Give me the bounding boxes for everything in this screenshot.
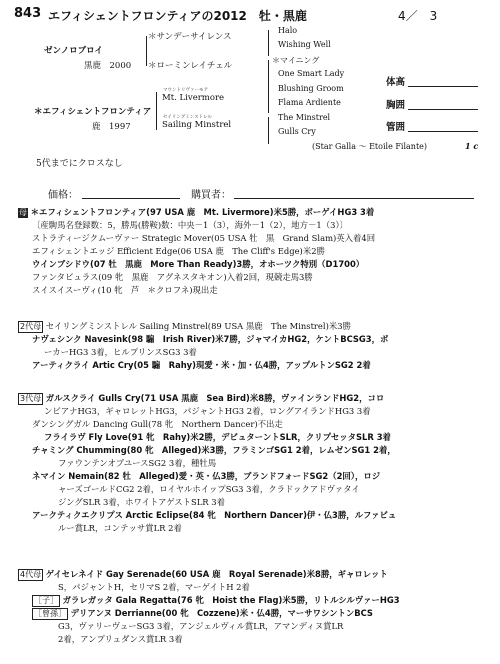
- dam-line-2: ストラティージクムーヴァー Strategic Mover(05 USA 牡 黒 Grand Slam)英入着4回: [32, 233, 376, 243]
- dam-section: [18, 206, 498, 297]
- dam-line-4: ウインブシドウ(07 牡 黒鹿 More Than Ready)3勝，オホーツク特別（D1700）: [32, 259, 365, 269]
- g2-line-3: アーティクライ Artic Cry(05 騸 Rahy)現愛・米・加・仏4勝，アップルトンSG2 2着: [32, 360, 371, 370]
- g4-line-3: デリアンヌ Derrianne(00 牝 Cozzene)米・仏4勝，マーサワシントンBCS: [70, 608, 373, 618]
- g3-line-10: ルー賞LR，コンテッサ賞LR 2着: [58, 523, 182, 533]
- dd-dam: Gulls Cry: [278, 127, 316, 136]
- g3-label: 3代母: [20, 394, 42, 403]
- g4-line-5: 2着，アンプリュダンス賞LR 3着: [58, 634, 183, 644]
- g2-line-1: ナヴェシンク Navesink(98 騸 Irish River)米7勝，ジャマイカHG2，ケントBCSG3，ボ: [32, 334, 389, 344]
- g3-line-6: ネマイン Nemain(82 牡 Alleged)愛・英・仏3勝，ブランドフォードSG2（2回），ロジ: [32, 471, 381, 481]
- pedigree-footnote: (Star Galla ～ Etoile Filante): [312, 142, 428, 151]
- great-grandchild-tag: ［曾孫］: [34, 609, 66, 618]
- chest-label: 胸囲: [386, 100, 406, 111]
- child-tag: ［子］: [34, 596, 58, 605]
- dam-line-1: 〔産駒馬名登録数：5，勝馬(勝鞍)数：中央－1（3），海外－1（2），地方－1（3）〕: [32, 220, 348, 230]
- g4-line-2: ガラレガッタ Gala Regatta(76 牝 Hoist the Flag)米5勝，リトルシルヴァーHG3: [62, 595, 400, 605]
- buyer-label: 購買者：: [191, 190, 231, 201]
- sd-sire: ＊マイニング: [272, 56, 320, 65]
- second-dam-section: [18, 320, 498, 372]
- g3-line-0: ガルスクライ Gulls Cry(71 USA 黒鹿 Sea Bird)米8勝，ヴァインランドHG2，コロ: [45, 393, 385, 403]
- dd-sire: The Minstrel: [278, 113, 331, 122]
- dam-line-6: スイスイスーヴィ(10 牝 芦 ＊クロフネ)現出走: [32, 285, 218, 295]
- sire-sire: ＊サンデーサイレンス: [148, 32, 232, 42]
- sire-name: ゼンノロブロイ: [44, 46, 103, 56]
- fourth-dam-section: [18, 568, 498, 646]
- g3-line-9: アークティクエクリプス Arctic Eclipse(84 牝 Northern Dancer)伊・仏3勝，ルファビュ: [32, 510, 397, 520]
- dam-sire-ruby: マウントリヴァーモア: [163, 88, 208, 93]
- g2-label: 2代母: [20, 322, 42, 331]
- ss-sire: Halo: [278, 26, 298, 35]
- g3-line-7: ャーズゴールドCG2 2着，ロイヤルホイップSG3 3着，クラドックアドヴァタイ: [58, 484, 360, 494]
- g3-line-3: フライラヴ Fly Love(91 牝 Rahy)米2勝，デビュターントSLR，クリプセッタSLR 3着: [44, 432, 391, 442]
- height-label: 体高: [386, 77, 406, 88]
- g3-line-8: ジングSLR 3着，ホワイトアゲストSLR 3着: [58, 497, 225, 507]
- page-title: エフィシェントフロンティアの2012 牡・黒鹿: [48, 9, 307, 23]
- dam-name: ＊エフィシェントフロンティア: [34, 107, 152, 117]
- dam-sire: Mt. Livermore: [162, 93, 225, 103]
- dam-dam-ruby: セイリングミンストレル: [163, 115, 213, 120]
- cross-note: 5代までにクロスなし: [36, 159, 123, 169]
- g4-line-4: G3，ヴァリーヴューSG3 3着，アンジェルヴィル賞LR，アマンディヌ賞LR: [58, 621, 344, 631]
- g3-line-1: ンビアナHG3，ギャロレットHG3，パジャントHG3 2着，ロングアイランドHG3 3着: [44, 406, 371, 416]
- dam-dam: Sailing Minstrel: [162, 120, 232, 130]
- sire-detail: 黒鹿 2000: [84, 61, 132, 71]
- g2-line-2: ーカーHG3 3着，ヒルプリンスSG3 3着: [44, 347, 197, 357]
- third-dam-section: [18, 392, 498, 535]
- g4-label: 4代母: [20, 570, 42, 579]
- catalog-number: 843: [14, 6, 42, 21]
- g4-line-0: ゲイセレネイド Gay Serenade(60 USA 鹿 Royal Serenade)米8勝，ギャロレット: [45, 569, 388, 579]
- ds-dam: Flama Ardiente: [278, 98, 341, 107]
- ds-sire: Blushing Groom: [278, 84, 344, 93]
- cannon-label: 管囲: [386, 122, 406, 133]
- family-tag: 1 c: [465, 141, 479, 151]
- dam-line-0: ＊エフィシェントフロンティア(97 USA 鹿 Mt. Livermore)米5勝，ボーゲイHG3 3着: [30, 207, 375, 217]
- sire-dam: ＊ローミンレイチェル: [148, 61, 233, 71]
- dam-label: 母: [19, 208, 27, 217]
- dam-line-3: エフィシェントエッジ Efficient Edge(06 USA 鹿 The Cliff's Edge)米2勝: [32, 246, 325, 256]
- ss-dam: Wishing Well: [278, 40, 331, 49]
- price-label: 価格：: [48, 190, 78, 201]
- dam-line-5: ファンタビュラス(09 牝 黒鹿 アグネスタキオン)入着2回，現競走馬3勝: [32, 272, 313, 282]
- g2-line-0: セイリングミンストレル Sailing Minstrel(89 USA 黒鹿 The Minstrel)米3勝: [45, 321, 351, 331]
- g3-line-2: ダンシングガル Dancing Gull(78 牝 Northern Dancer)不出走: [32, 419, 283, 429]
- dam-detail: 鹿 1997: [92, 122, 131, 132]
- sd-dam: One Smart Lady: [278, 69, 345, 78]
- birth-date: 4／ 3: [398, 9, 438, 23]
- g3-line-4: チャミング Chumming(80 牝 Alleged)米3勝，フラミンゴSG1 2着，レムゼンSG1 2着，: [32, 445, 396, 455]
- g4-line-1: S，パジャントH，セリマS 2着，マーゲイトH 2着: [58, 582, 250, 592]
- g3-line-5: ファウンテンオブユースSG2 3着，種牡馬: [58, 458, 217, 468]
